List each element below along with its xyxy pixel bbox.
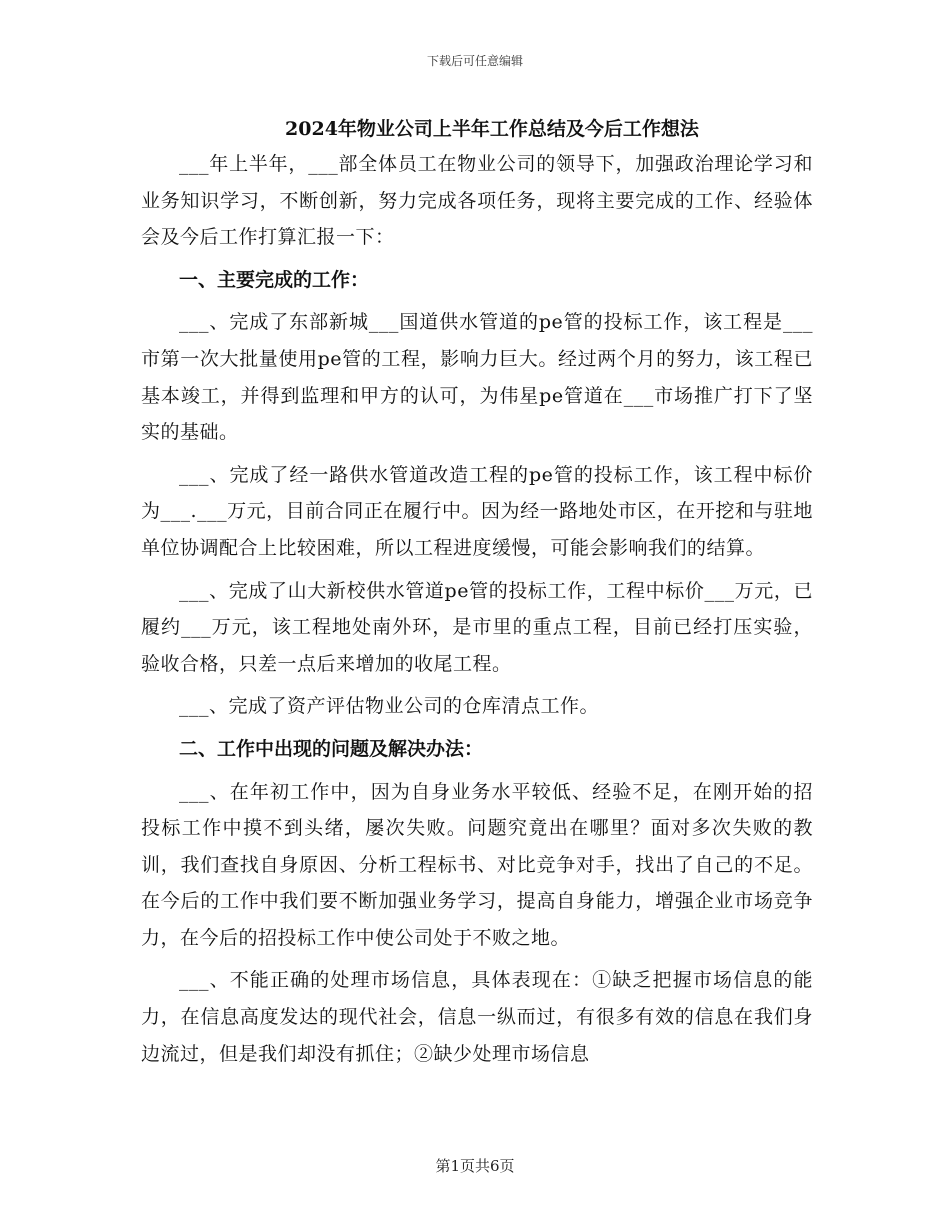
document-body bbox=[141, 114, 813, 1078]
paragraph-item: ___、完成了资产评估物业公司的仓库清点工作。 bbox=[179, 695, 600, 718]
page-header: 下载后可任意编辑 bbox=[426, 54, 523, 68]
paragraph-item: ___、完成了经一路供水管道改造工程的pe管的投标工作，该工程中标价为___.___万元，目前合同正在履行中。因为经一路地处市区，在开挖和与驻地单位协调配合上比较困难，所以工程进度缓慢，可能会影响我们的结算。 bbox=[141, 463, 813, 559]
paragraph-item: ___、不能正确的处理市场信息，具体表现在：①缺乏把握市场信息的能力，在信息高度发达的现代社会，信息一纵而过，有很多有效的信息在我们身边流过，但是我们却没有抓住；②缺少处理市场信息 bbox=[141, 969, 813, 1065]
paragraph-item: ___、完成了山大新校供水管道pe管的投标工作，工程中标价___万元，已履约___万元，该工程地处南外环，是市里的重点工程，目前已经打压实验，验收合格，只差一点后来增加的收尾工程。 bbox=[141, 579, 813, 675]
section-heading-1: 一、主要完成的工作： bbox=[179, 268, 370, 291]
paragraph-intro: ___年上半年，___部全体员工在物业公司的领导下，加强政治理论学习和业务知识学习，不断创新，努力完成各项任务，现将主要完成的工作、经验体会及今后工作打算汇报一下： bbox=[141, 153, 813, 249]
page-footer: 第1页共6页 bbox=[435, 1157, 515, 1175]
document-title: 2024年物业公司上半年工作总结及今后工作想法 bbox=[285, 118, 699, 140]
section-heading-2: 二、工作中出现的问题及解决办法： bbox=[179, 737, 484, 760]
paragraph-item: ___、在年初工作中，因为自身业务水平较低、经验不足，在刚开始的招投标工作中摸不到头绪，屡次失败。问题究竟出在哪里？面对多次失败的教训，我们查找自身原因、分析工程标书、对比竞争对手，找出了自己的不足。在今后的工作中我们要不断加强业务学习，提高自身能力，增强企业市场竞争力，在今后的招投标工作中使公司处于不败之地。 bbox=[141, 780, 813, 949]
paragraph-item: ___、完成了东部新城___国道供水管道的pe管的投标工作，该工程是___市第一次大批量使用pe管的工程，影响力巨大。经过两个月的努力，该工程已基本竣工，并得到监理和甲方的认可，为伟星pe管道在___市场推广打下了坚实的基础。 bbox=[141, 311, 813, 444]
